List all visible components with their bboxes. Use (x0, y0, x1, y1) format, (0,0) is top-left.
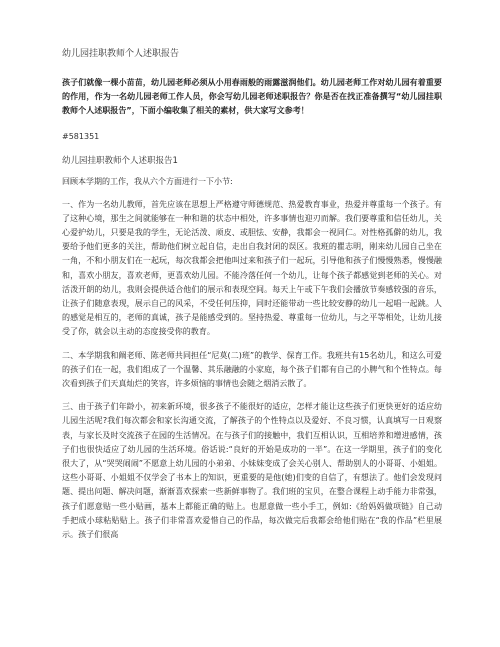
section-three (62, 400, 442, 542)
section-two-text: 二、本学期我和阚老师、陈老师共同担任“尼莫(二)班”的教学、保育工作。我班共有15名幼儿，和这么可爱的孩子们在一起，我们组成了一个温馨、其乐融融的小家庭，每个孩子们都有自己的小脾气和个性特点。每次看到孩子们天真灿烂的笑容，许多烦恼的事情也会随之烟消云散了。 (62, 350, 442, 389)
document-title: 幼儿园挂职教师个人述职报告 (62, 49, 180, 59)
intro-paragraph: 孩子们就像一棵小苗苗，幼儿园老师必须从小用春雨般的雨露滋润他们。幼儿园老师工作对幼儿园有着重要的作用，作为一名幼儿园老师工作人员，你会写幼儿园老师述职报告？你是否在找正准备撰写“幼儿园挂职教师个人述职报告”，下面小编收集了相关的素材，供大家写文参考！ (62, 78, 442, 116)
document-id: #581351 (62, 131, 100, 141)
section-two (62, 349, 442, 392)
section-one (62, 198, 442, 340)
section-three-text: 三、由于孩子们年龄小，初来新环境，很多孩子不能很好的适应，怎样才能让这些孩子们更快更好的适应幼儿园生活呢?我们每次都会和家长沟通交流，了解孩子的个性特点以及爱好、不良习惯，认真填写一日观察表，与家长及时交流孩子在园的生活情况。在与孩子们的接触中，我们互相认识，互相培养和增进感情，孩子们也很快适应了幼儿园的生活环境。俗话说:“良好的开始是成功的一半”。在这一学期里，孩子们的变化很大了，从“哭哭闹闹”不愿意上幼儿园的小弟弟、小妹妹变成了会关心别人、帮助别人的小哥哥、小姐姐。这些小哥哥、小姐姐不仅学会了书本上的知识，更重要的是他(她)们变的自信了，有想法了。他们会发现问题、提出问题、解决问题，渐渐喜欢探索一些新鲜事物了。我们班的宝贝，在整合课程上动手能力非常强，孩子们愿意贴一些小贴画，基本上都能正确的贴上。也愿意做一些小手工，例如:《给妈妈做项链》自己动手把成小球粘贴贴上。孩子们非常喜欢爱惜自己的作品，每次做完后我都会给他们贴在“我的作品”栏里展示。孩子们很高 (62, 402, 442, 540)
document-page (62, 48, 442, 551)
report-subtitle: 幼儿园挂职教师个人述职报告1 (62, 155, 178, 166)
lead-paragraph: 回顾本学期的工作，我从六个方面进行一下小节: (62, 176, 233, 186)
section-one-text: 一、作为一名幼儿教师，首先应该在思想上严格遵守师德规范、热爱教育事业，热爱并尊重每一个孩子。有了这种心境，那生之间就能够在一种和谐的状态中相处，许多事情也迎刃而解。我们要尊重和信任幼儿，关心爱护幼儿，只要是我的学生，无论活泼、顽皮、或胆怯、安静，我都会一视同仁。对性格孤僻的幼儿，我要给予他们更多的关注，帮助他们树立起自信，走出自我封闭的误区。我班的瞿志明，刚来幼儿园自己坐在一角，不和小朋友们在一起玩，每次我都会把他叫过来和孩子们一起玩，引导他和孩子们慢慢熟悉，慢慢融和，喜欢小朋友，喜欢老师，更喜欢幼儿园。不能冷落任何一个幼儿，让每个孩子都感觉到老师的关心。对活泼开朗的幼儿，我则会提供适合他们的展示和表现空间。每天上午或下午我们会播放节奏感较强的音乐，让孩子们随意表现，展示自己的风采，不受任何压抑，同时还能带动一些比较安静的幼儿一起唱一起跳。人的感觉是相互的，老师的真诚，孩子是能感受到的。坚持热爱、尊重每一位幼儿，与之平等相处，让幼儿接受了你，就会以主动的态度接受你的教育。 (62, 199, 442, 337)
